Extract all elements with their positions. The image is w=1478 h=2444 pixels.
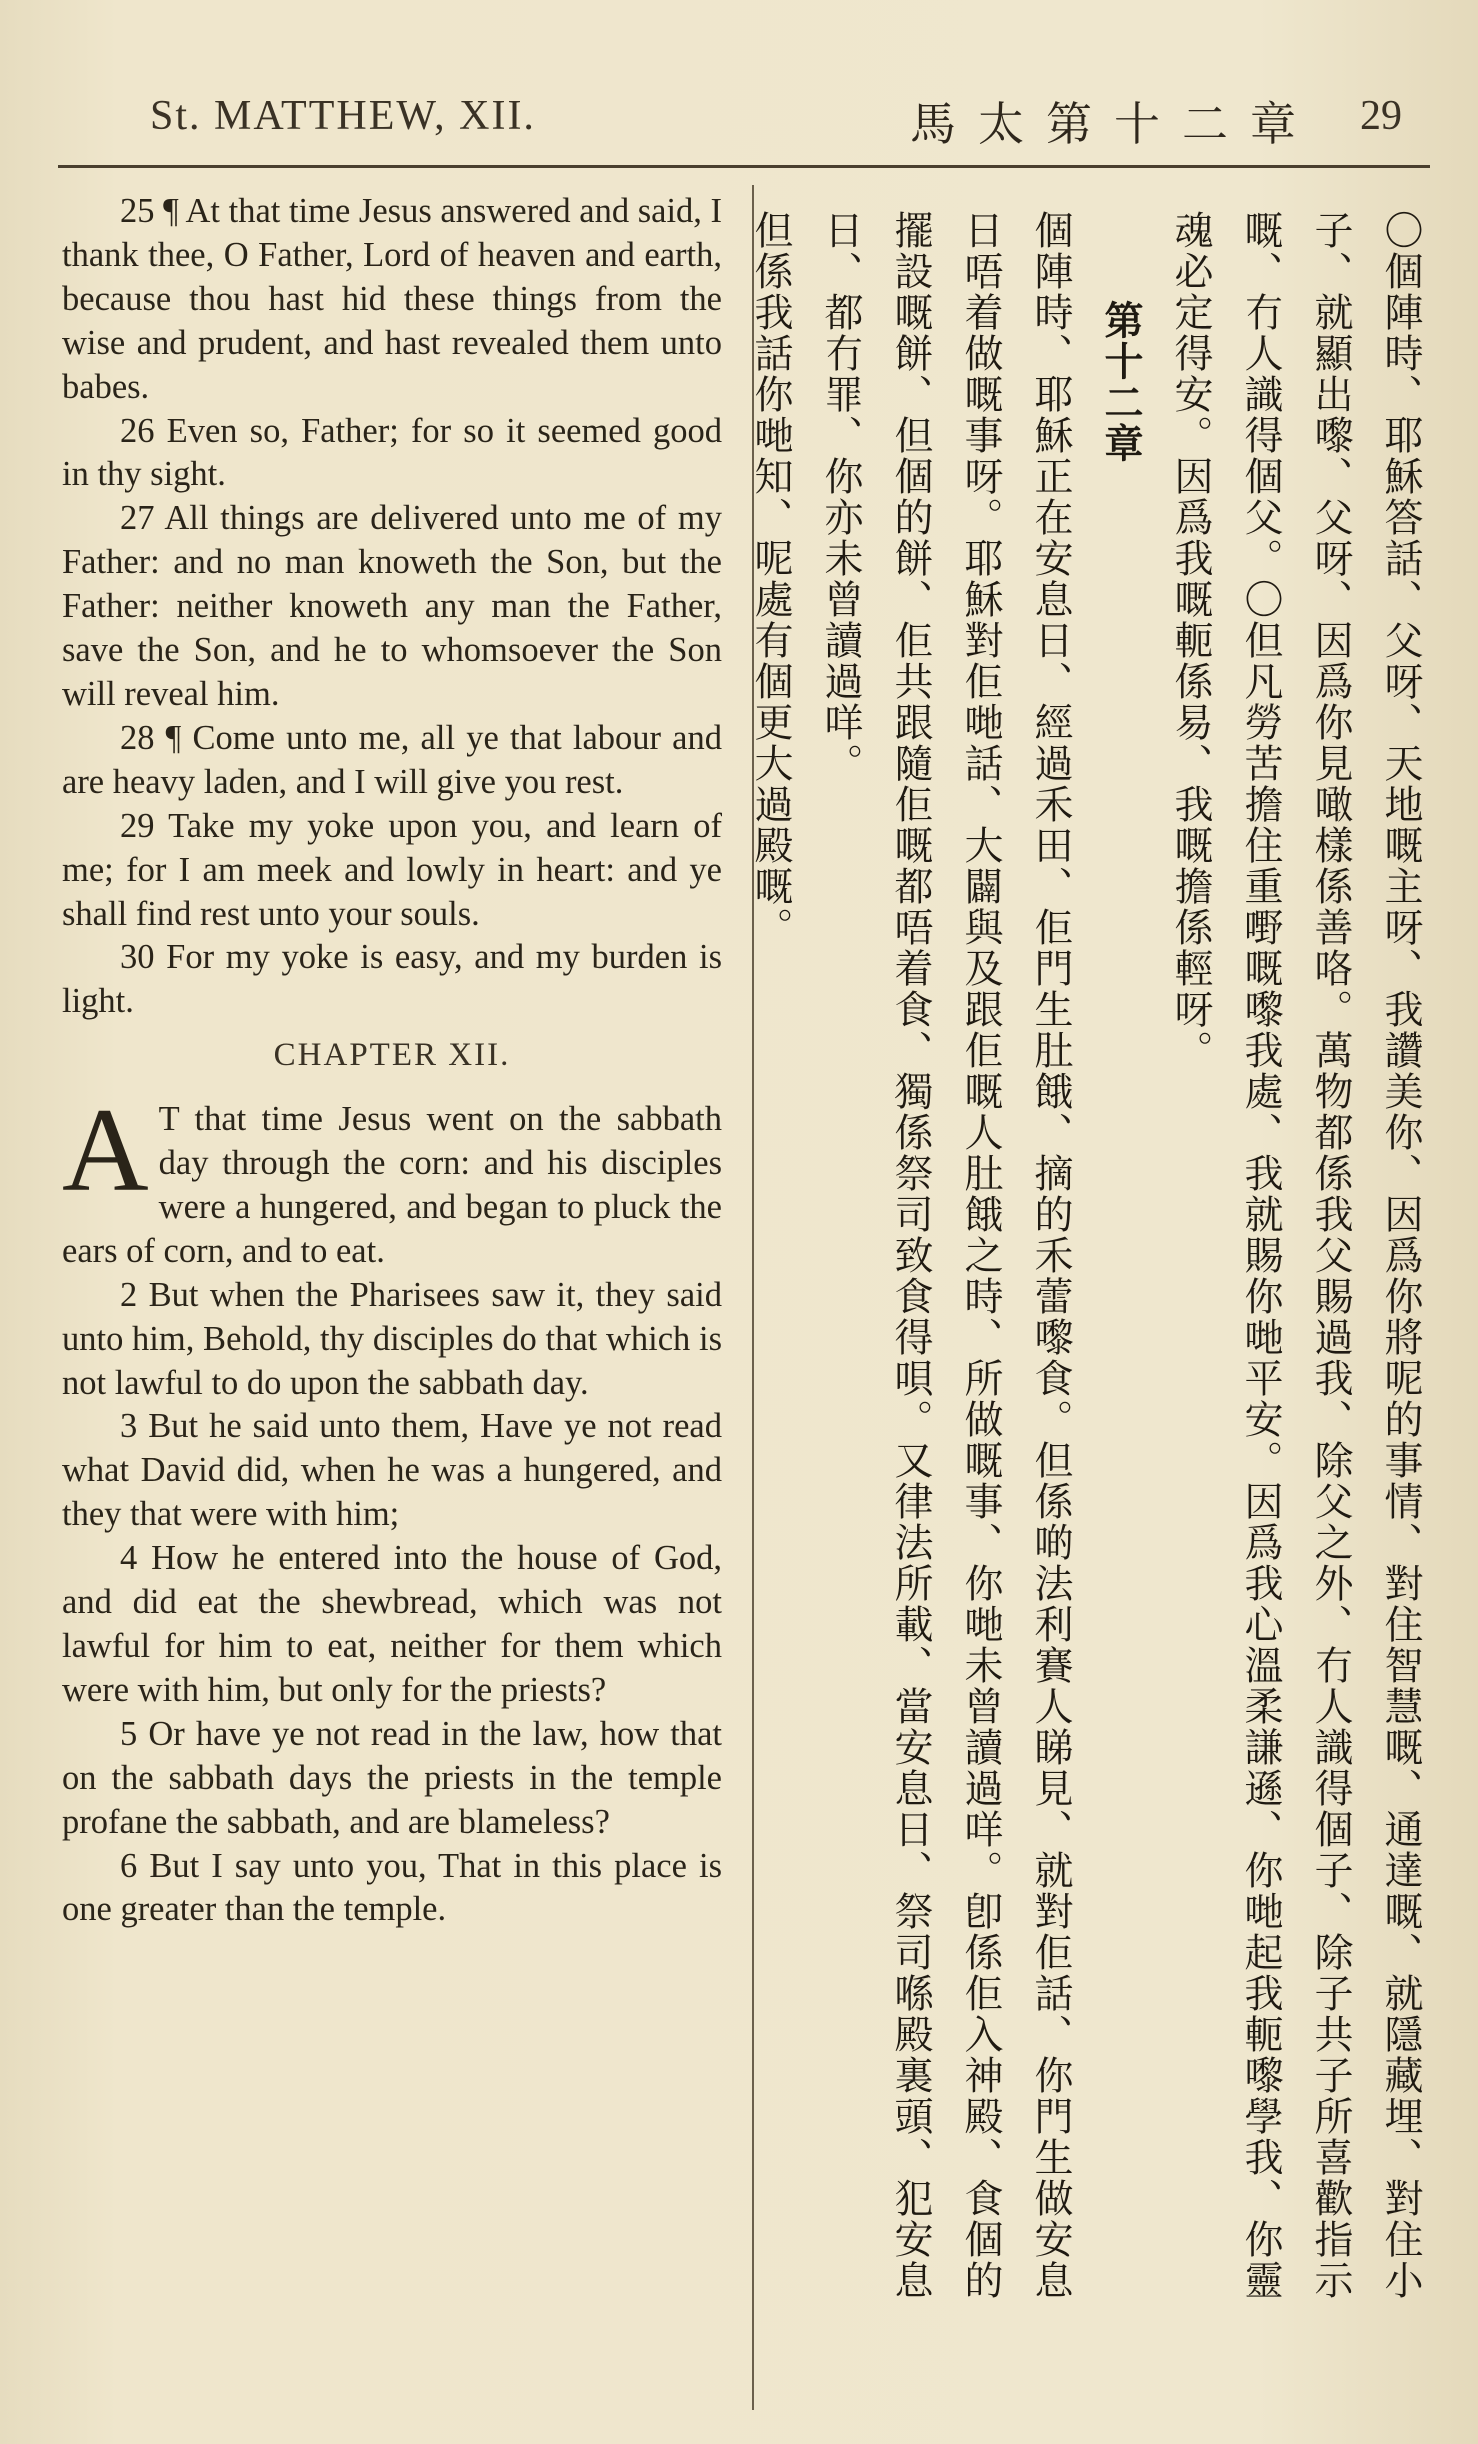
page-number: 29 (1360, 93, 1402, 139)
chinese-verses-1-5: 個陣時、耶穌正在安息日、經過禾田、佢門生肚餓、摘的禾蕾嚟食。但係啲法利賽人睇見、就對佢話、你門生做安息日唔着做嘅事呀。耶穌對佢哋話、大闢與及跟佢嘅人肚餓之時、所做嘅事、你哋未曾讀過咩。卽係佢入神殿、食個的擺設嘅餅、但個的餅、佢共跟隨佢嘅都唔着食、獨係祭司致食得唄。又律法所載、當安息日、祭司喺殿裏頭、犯安息日、都冇罪、你亦未曾讀過咩。 (818, 210, 1073, 2301)
chinese-column (748, 210, 1435, 2330)
header-rule (58, 165, 1430, 168)
chapter-heading: CHAPTER XII. (273, 1037, 511, 1074)
verse-26: 26 Even so, Father; for so it seemed good in thy sight. (62, 411, 722, 494)
verse-29: 29 Take my yoke upon you, and learn of me; for I am meek and lowly in heart: and ye shall find rest unto your souls. (62, 806, 722, 933)
verse-1-text: T that time Jesus went on the sabbath day through the corn: and his disciples were a hungered, and began to pluck the ears of corn, and to eat. (62, 1100, 722, 1270)
verse-28: 28 ¶ Come unto me, all ye that labour and are heavy laden, and I will give you rest. (62, 718, 722, 801)
english-column (62, 190, 722, 1932)
drop-cap: A (62, 1083, 149, 1217)
verse-6: 6 But I say unto you, That in this place is one greater than the temple. (62, 1846, 722, 1929)
running-head-english: St. MATTHEW, XII. (150, 93, 536, 139)
chinese-verses-25-30: 〇個陣時、耶穌答話、父呀、天地嘅主呀、我讚美你、因爲你將呢的事情、對住智慧嘅、通達嘅、就隱藏埋、對住小子、就顯出嚟、父呀、因爲你見噉樣係善咯。萬物都係我父賜過我、除父之外、冇人識得個子、除子共子所喜歡指示嘅、冇人識得個父。〇但凡勞苦擔住重嘢嘅嚟我處、我就賜你哋平安。因爲我心溫柔謙遜、你哋起我軛嚟學我、你靈魂必定得安。因爲我嘅軛係易、我嘅擔係輕呀。 (1168, 210, 1423, 2301)
chinese-verse-6: 但係我話你哋知、呢處有個更大過殿嘅。 (748, 210, 793, 948)
verse-1 (62, 1083, 722, 1274)
verse-30: 30 For my yoke is easy, and my burden is light. (62, 938, 722, 1021)
verse-5: 5 Or have ye not read in the law, how that on the sabbath days the priests in the temple profane the sabbath, and are blameless? (62, 1714, 722, 1841)
verse-2: 2 But when the Pharisees saw it, they said unto him, Behold, thy disciples do that which is not lawful to do upon the sabbath day. (62, 1275, 722, 1402)
verse-3: 3 But he said unto them, Have ye not read what David did, when he was a hungered, and they that were with him; (62, 1407, 722, 1534)
chinese-chapter-title: 第十二章 (1098, 300, 1143, 464)
verse-25: 25 ¶ At that time Jesus answered and said, I thank thee, O Father, Lord of heaven and earth, because thou hast hid these things from the wise and prudent, and hast revealed them unto babes. (62, 192, 723, 406)
verse-27: 27 All things are delivered unto me of my Father: and no man knoweth the Son, but the Father: neither knoweth any man the Father, save the Son, and he to whomsoever the Son will reveal him. (62, 499, 722, 713)
verse-4: 4 How he entered into the house of God, and did eat the shewbread, which was not lawful for him to eat, neither for them which were with him, but only for the priests? (62, 1539, 722, 1709)
running-head-chinese: 馬太第十二章 (910, 97, 1318, 151)
